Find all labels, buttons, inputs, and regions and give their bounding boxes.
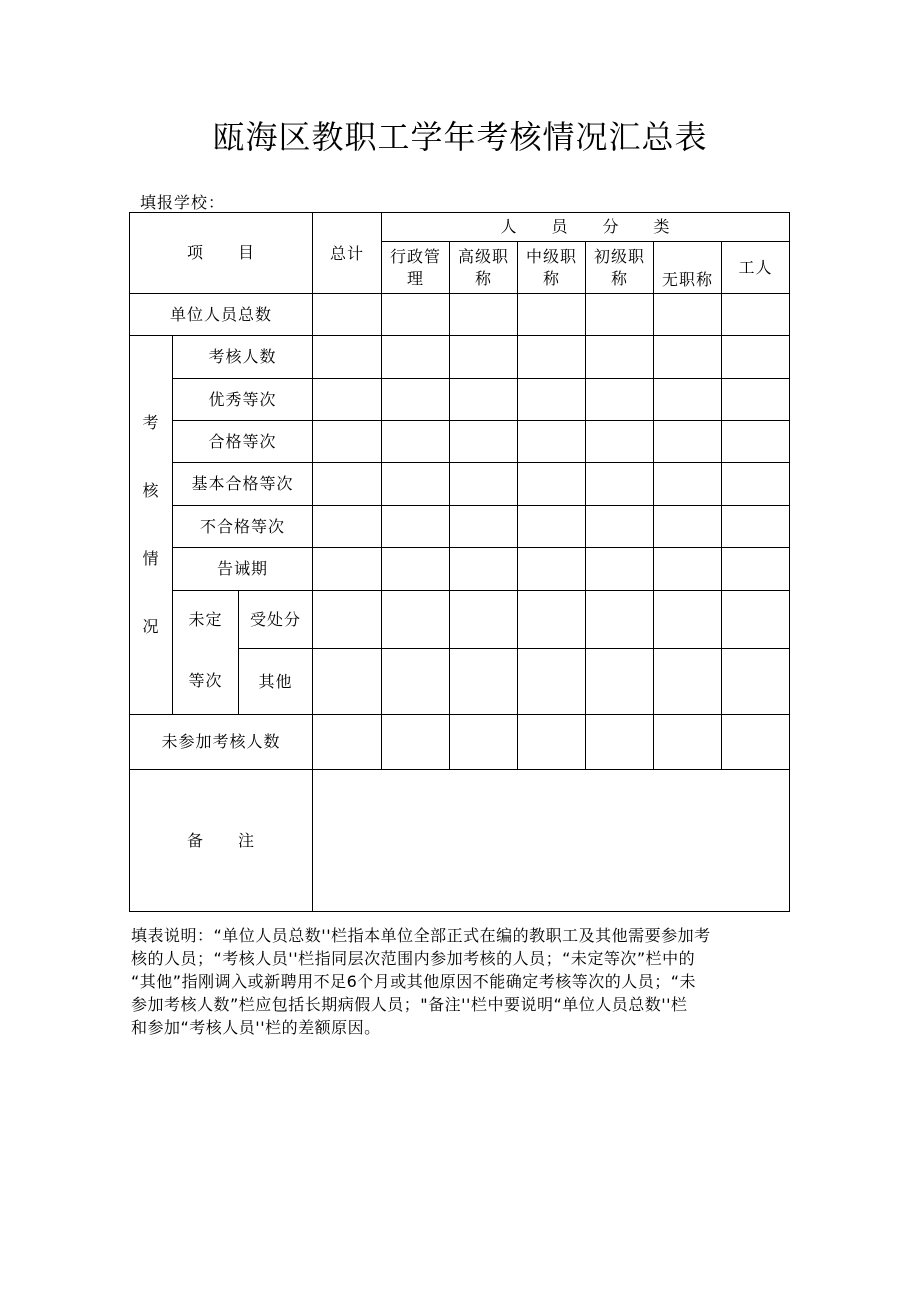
row-label-other: 其他 (239, 649, 313, 715)
cell[interactable] (450, 649, 518, 715)
cell[interactable] (722, 463, 790, 506)
cell[interactable] (450, 336, 518, 379)
cell[interactable] (382, 463, 450, 506)
table-row (130, 294, 790, 336)
cell[interactable] (382, 336, 450, 379)
table-row (130, 715, 790, 770)
instruction-line: 核的人员；“考核人员''栏指同层次范围内参加考核的人员；“未定等次”栏中的 (131, 949, 696, 968)
cell[interactable] (382, 649, 450, 715)
cell[interactable] (382, 421, 450, 463)
row-label-punished: 受处分 (239, 591, 313, 649)
cell[interactable] (382, 591, 450, 649)
cell[interactable] (586, 421, 654, 463)
cell[interactable] (382, 379, 450, 421)
cell[interactable] (518, 379, 586, 421)
header-total: 总计 (313, 213, 382, 294)
cell[interactable] (722, 591, 790, 649)
row-label-not-participating: 未参加考核人数 (130, 715, 313, 770)
cell[interactable] (654, 506, 722, 548)
cell[interactable] (654, 548, 722, 591)
row-label-undetermined-2: 等次 (173, 649, 239, 715)
cell[interactable] (313, 336, 382, 379)
cell[interactable] (654, 421, 722, 463)
cell[interactable] (722, 421, 790, 463)
table-row (130, 379, 790, 421)
cell[interactable] (654, 294, 722, 336)
cell[interactable] (313, 421, 382, 463)
cell[interactable] (586, 548, 654, 591)
cell[interactable] (518, 591, 586, 649)
cell[interactable] (450, 421, 518, 463)
cell[interactable] (722, 715, 790, 770)
instructions (131, 924, 791, 1039)
table-row (130, 649, 790, 715)
row-label-excellent: 优秀等次 (173, 379, 313, 421)
col-senior: 高级职 称 (450, 242, 518, 294)
cell[interactable] (722, 379, 790, 421)
remarks-cell[interactable] (313, 770, 790, 912)
cell[interactable] (518, 649, 586, 715)
cell[interactable] (313, 591, 382, 649)
cell[interactable] (586, 379, 654, 421)
cell[interactable] (450, 506, 518, 548)
cell[interactable] (313, 379, 382, 421)
cell[interactable] (722, 649, 790, 715)
row-label-unqualified: 不合格等次 (173, 506, 313, 548)
cell[interactable] (518, 715, 586, 770)
assess-group-label: 考 核 情 况 (130, 336, 173, 715)
row-label-warning: 告诫期 (173, 548, 313, 591)
summary-table (129, 212, 790, 912)
row-label-undetermined-1: 未定 (173, 591, 239, 649)
cell[interactable] (518, 294, 586, 336)
cell[interactable] (586, 294, 654, 336)
col-no-title: 无职称 (654, 242, 722, 294)
table-row (130, 548, 790, 591)
cell[interactable] (313, 463, 382, 506)
cell[interactable] (450, 379, 518, 421)
instruction-line: 和参加“考核人员''栏的差额原因。 (131, 1018, 381, 1037)
cell[interactable] (722, 506, 790, 548)
cell[interactable] (518, 421, 586, 463)
cell[interactable] (450, 548, 518, 591)
cell[interactable] (586, 649, 654, 715)
row-label-assessed: 考核人数 (173, 336, 313, 379)
cell[interactable] (654, 379, 722, 421)
cell[interactable] (313, 294, 382, 336)
instruction-line: “其他”指刚调入或新聘用不足6个月或其他原因不能确定考核等次的人员；“未 (131, 972, 697, 991)
row-label-qualified: 合格等次 (173, 421, 313, 463)
cell[interactable] (382, 506, 450, 548)
page-title: 瓯海区教职工学年考核情况汇总表 (212, 118, 708, 156)
cell[interactable] (518, 506, 586, 548)
cell[interactable] (313, 649, 382, 715)
cell[interactable] (586, 591, 654, 649)
cell[interactable] (450, 463, 518, 506)
cell[interactable] (654, 463, 722, 506)
cell[interactable] (313, 715, 382, 770)
col-intermediate: 中级职 称 (518, 242, 586, 294)
header-category: 人 员 分 类 (382, 213, 790, 242)
table-row (130, 506, 790, 548)
cell[interactable] (313, 506, 382, 548)
cell[interactable] (450, 294, 518, 336)
cell[interactable] (382, 294, 450, 336)
cell[interactable] (450, 715, 518, 770)
cell[interactable] (450, 591, 518, 649)
row-label-basic-qualified: 基本合格等次 (173, 463, 313, 506)
col-worker: 工人 (722, 242, 790, 294)
col-admin: 行政管 理 (382, 242, 450, 294)
cell[interactable] (722, 548, 790, 591)
cell[interactable] (586, 506, 654, 548)
school-label: 填报学校： (140, 193, 226, 212)
cell[interactable] (586, 715, 654, 770)
cell[interactable] (654, 715, 722, 770)
cell[interactable] (654, 336, 722, 379)
header-item: 项 目 (130, 213, 313, 294)
cell[interactable] (722, 336, 790, 379)
cell[interactable] (382, 715, 450, 770)
cell[interactable] (586, 336, 654, 379)
cell[interactable] (722, 294, 790, 336)
table-row (130, 421, 790, 463)
instruction-line: 填表说明：“单位人员总数''栏指本单位全部正式在编的教职工及其他需要参加考 (131, 926, 711, 945)
cell[interactable] (654, 649, 722, 715)
row-label-staff-total: 单位人员总数 (130, 294, 313, 336)
table-row (130, 463, 790, 506)
cell[interactable] (654, 591, 722, 649)
table-row (130, 770, 790, 912)
cell[interactable] (586, 463, 654, 506)
cell[interactable] (518, 463, 586, 506)
cell[interactable] (518, 548, 586, 591)
row-label-remarks: 备 注 (130, 770, 313, 912)
cell[interactable] (518, 336, 586, 379)
table-row (130, 591, 790, 649)
cell[interactable] (382, 548, 450, 591)
instruction-line: 参加考核人数”栏应包括长期病假人员；"备注''栏中要说明“单位人员总数''栏 (131, 995, 688, 1014)
table-row (130, 336, 790, 379)
cell[interactable] (313, 548, 382, 591)
col-junior: 初级职 称 (586, 242, 654, 294)
